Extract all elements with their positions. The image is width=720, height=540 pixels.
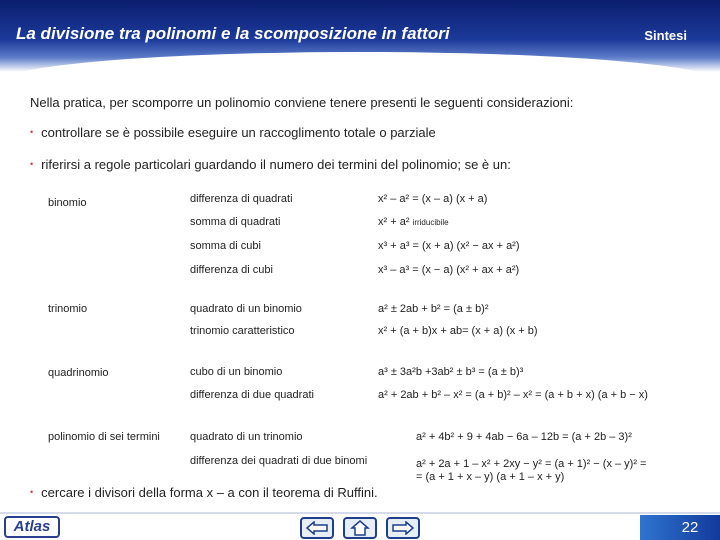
page-number: 22 [640,515,720,540]
rule-formula-text: x² + a² [378,216,410,228]
group-trinomio: trinomio [48,303,88,315]
bullet-dot-icon: • [30,487,34,497]
rule-note: irriducibile [412,218,449,227]
previous-arrow-icon [306,521,328,535]
header-curve [0,52,720,82]
rule-formula: x³ – a³ = (x − a) (x² + ax + a²) [378,264,520,276]
bullet-text: controllare se è possibile eseguire un raccoglimento totale o parziale [41,125,436,140]
rule-name: differenza di quadrati [190,193,293,205]
rule-name: cubo di un binomio [190,366,283,378]
rule-name: differenza di cubi [190,264,273,276]
rule-name: differenza di due quadrati [190,389,314,401]
rule-name: somma di cubi [190,240,261,252]
bullet-dot-icon: • [30,159,34,169]
header-bar [0,0,720,72]
atlas-logo: Atlas [4,516,60,538]
group-binomio: binomio [48,197,87,209]
home-button[interactable] [343,517,377,539]
rule-formula: x² + (a + b)x + ab= (x + a) (x + b) [378,325,538,337]
bullet-item [30,157,511,172]
rule-formula: a² + 2a + 1 – x² + 2xy − y² = (a + 1)² − (x – y)² = [416,458,647,470]
next-button[interactable] [386,517,420,539]
group-quadrinomio: quadrinomio [48,367,109,379]
rule-formula [378,216,449,228]
footer-divider [0,512,720,514]
bullet-item [30,485,378,500]
section-label: Sintesi [644,28,687,43]
rule-name: trinomio caratteristico [190,325,295,337]
bullet-text: cercare i divisori della forma x – a con il teorema di Ruffini. [41,485,378,500]
group-sei-termini: polinomio di sei termini [48,431,160,443]
next-arrow-icon [392,521,414,535]
bullet-text: riferirsi a regole particolari guardando il numero dei termini del polinomio; se è un: [41,157,511,172]
rule-name: quadrato di un trinomio [190,431,303,443]
rule-formula: a² + 4b² + 9 + 4ab − 6a – 12b = (a + 2b – 3)² [416,431,632,443]
intro-text: Nella pratica, per scomporre un polinomio conviene tenere presenti le seguenti considerazioni: [30,95,574,110]
rule-name: somma di quadrati [190,216,281,228]
rule-formula: x² – a² = (x – a) (x + a) [378,193,488,205]
home-icon [350,520,370,536]
rule-name: quadrato di un binomio [190,303,302,315]
previous-button[interactable] [300,517,334,539]
rule-formula: a³ ± 3a²b +3ab² ± b³ = (a ± b)³ [378,366,524,378]
rule-formula: x³ + a³ = (x + a) (x² − ax + a²) [378,240,520,252]
page-title: La divisione tra polinomi e la scomposizione in fattori [16,24,450,43]
bullet-dot-icon: • [30,127,34,137]
rule-formula: a² ± 2ab + b² = (a ± b)² [378,303,489,315]
rule-formula-continued: = (a + 1 + x – y) (a + 1 – x + y) [416,471,565,483]
rule-name: differenza dei quadrati di due binomi [190,455,368,467]
rule-formula: a² + 2ab + b² – x² = (a + b)² – x² = (a + b + x) (a + b − x) [378,389,648,401]
bullet-item [30,125,436,140]
